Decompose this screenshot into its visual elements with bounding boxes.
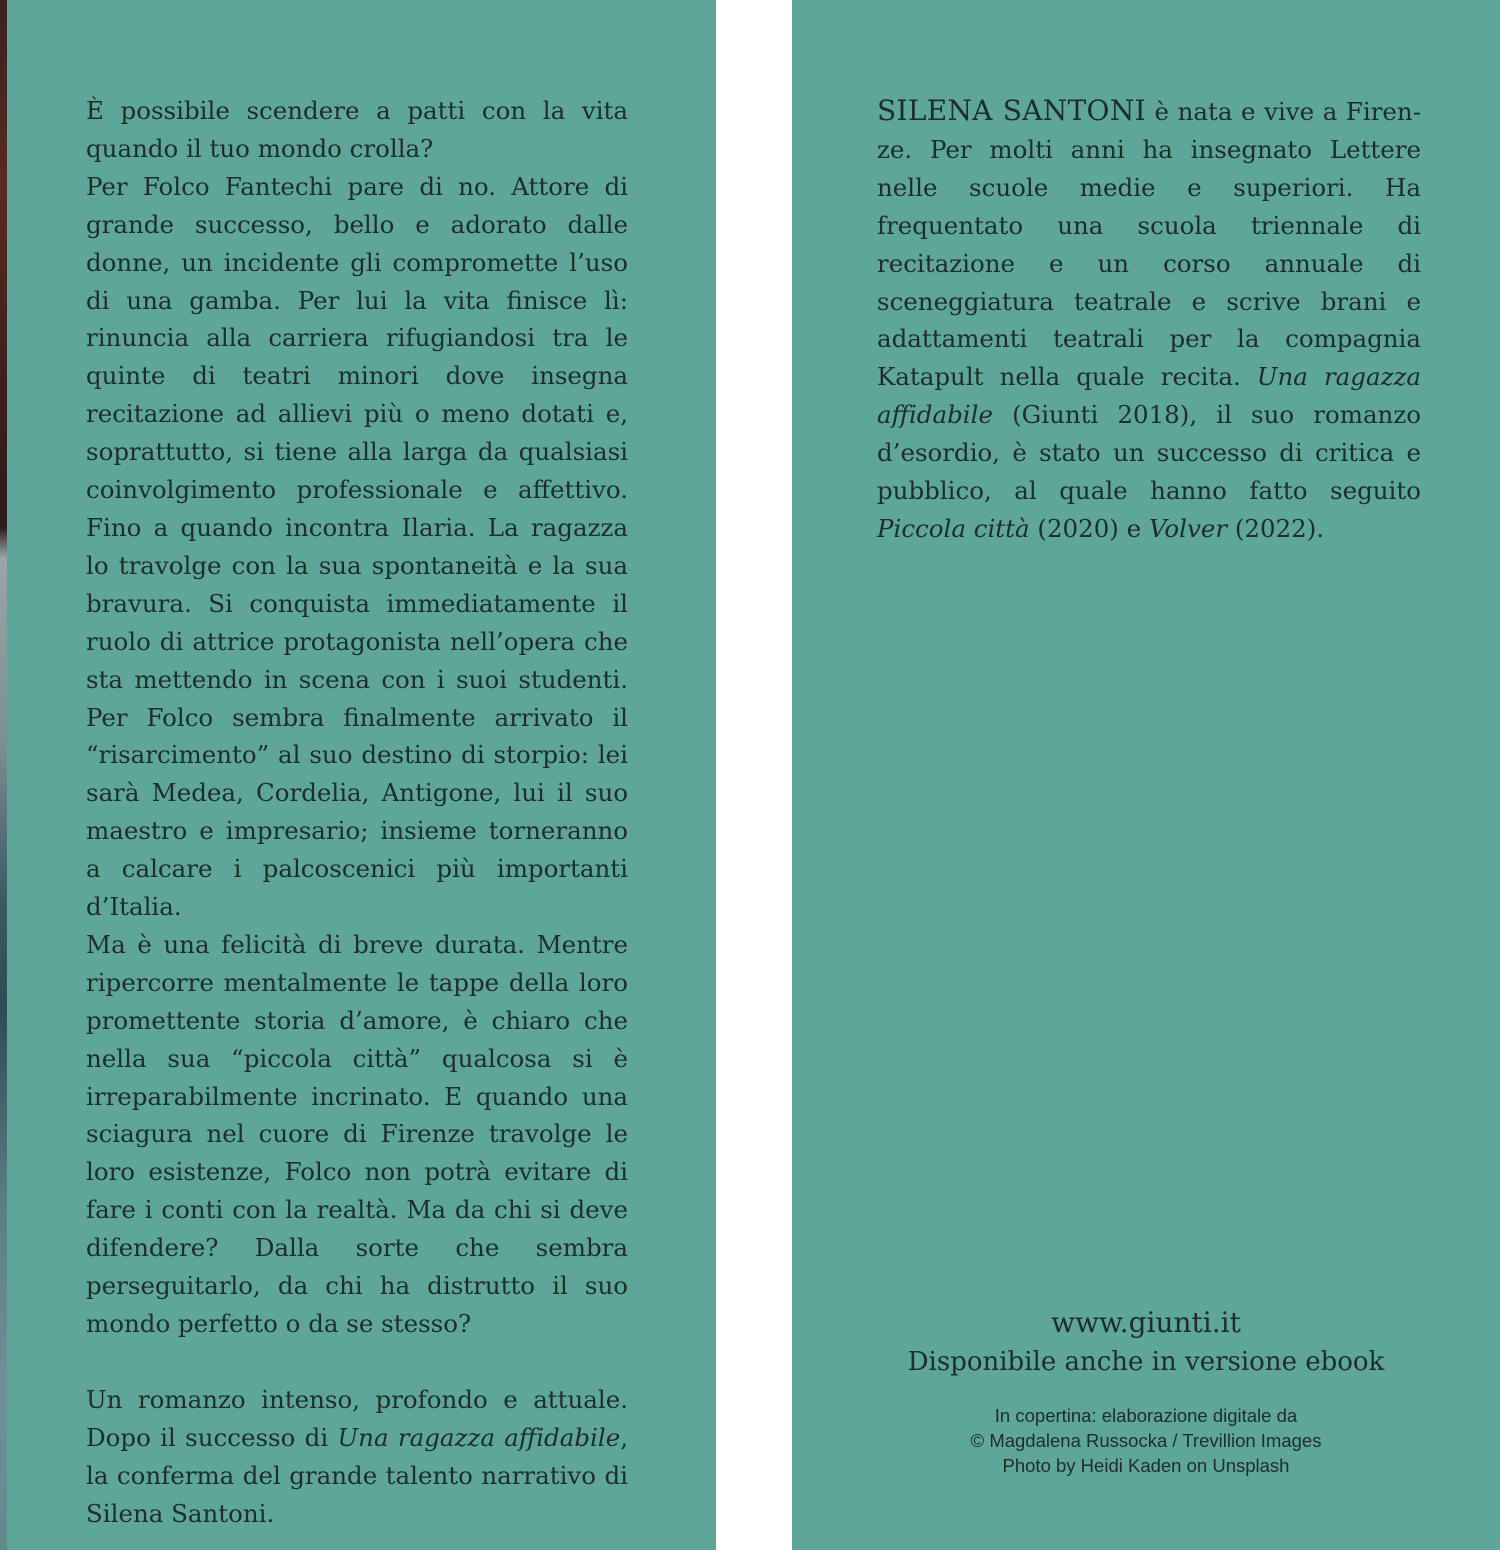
credit-line-3: Photo by Heidi Kaden on Unsplash	[1002, 1455, 1290, 1476]
cover-edge-strip	[0, 0, 7, 1550]
author-name: SILENA SANTONI	[877, 94, 1146, 127]
credit-line-1: In copertina: elaborazione digitale da	[994, 1405, 1298, 1426]
bio-book-title-3: Volver	[1148, 513, 1228, 543]
bio-book-title-2: Piccola città	[877, 513, 1030, 543]
paragraph-gap	[86, 1343, 628, 1381]
cover-credits	[792, 1403, 1500, 1478]
bio-text-3: (2020) e	[1029, 513, 1149, 543]
bio-book-title-1: Una ragazza affidabile	[877, 362, 1421, 430]
front-flap	[792, 0, 1500, 1550]
author-bio	[877, 92, 1421, 548]
bio-text-1: è nata e vive a Firenze. Per molti anni ha insegnato Lettere nelle scuole medie e superiori. Ha frequentato una scuola triennale di recitazione e un corso annuale di sceneggiatura teatrale e scrive brani e adattamenti teatrali per la compagnia Katapult nella quale recita.	[877, 97, 1421, 392]
publisher-website[interactable]: www.giunti.it	[1051, 1306, 1241, 1339]
ebook-availability-note: Disponibile anche in versione ebook	[907, 1347, 1385, 1377]
closing-book-title: Una ragazza affidabile	[337, 1422, 621, 1452]
bio-text-2: (Giunti 2018), il suo romanzo d’esordio, è stato un successo di critica e pubblico, al quale hanno fatto seguito	[877, 400, 1421, 506]
closing-text-after: , la conferma del grande talento narrativo di Silena Santoni.	[86, 1422, 628, 1528]
blurb-paragraph-2: Per Folco Fantechi pare di no. Attore di grande successo, bello e adorato dalle donne, un incidente gli compromette l’uso di una gamba. Per lui la vita finisce lì: rinuncia alla carriera rifugiandosi tra le quinte di teatri minori dove insegna recitazione ad allievi più o meno dotati e, soprattutto, si tiene alla larga da qualsiasi coinvolgimento professionale e affettivo. Fino a quando incontra Ilaria. La ragazza lo travolge con la sua spontaneità e la sua bravura. Si conquista immediatamente il ruolo di attrice protagonista nell’opera che sta mettendo in scena con i suoi studenti. Per Folco sembra finalmente arrivato il “risarcimento” al suo destino di storpio: lei sarà Medea, Cordelia, Antigone, lui il suo maestro e impresario; insieme torneranno a calcare i palcoscenici più importanti d’Italia.	[86, 171, 628, 922]
blurb-text	[86, 92, 628, 1532]
bio-text-4: (2022).	[1227, 513, 1325, 543]
blurb-paragraph-3: Ma è una felicità di breve durata. Mentre ripercorre mentalmente le tappe della loro promettente storia d’amore, è chiaro che nella sua “piccola città” qualcosa si è irreparabilmente incrinato. E quando una sciagura nel cuore di Firenze travolge le loro esistenze, Folco non potrà evitare di fare i conti con la realtà. Ma da chi si deve difendere? Dalla sorte che sembra perseguitarlo, da chi ha distrutto il suo mondo perfetto o da se stesso?	[86, 929, 628, 1338]
back-flap	[7, 0, 716, 1550]
blurb-paragraph-1: È possibile scendere a patti con la vita quando il tuo mondo crolla?	[86, 96, 628, 163]
bio-paragraph	[877, 92, 1421, 548]
blurb-closing-paragraph	[86, 1381, 628, 1533]
closing-text-before: Un romanzo intenso, profondo e attuale. Dopo il successo di	[86, 1384, 628, 1452]
credit-line-2: © Magdalena Russocka / Trevillion Images	[970, 1430, 1322, 1451]
